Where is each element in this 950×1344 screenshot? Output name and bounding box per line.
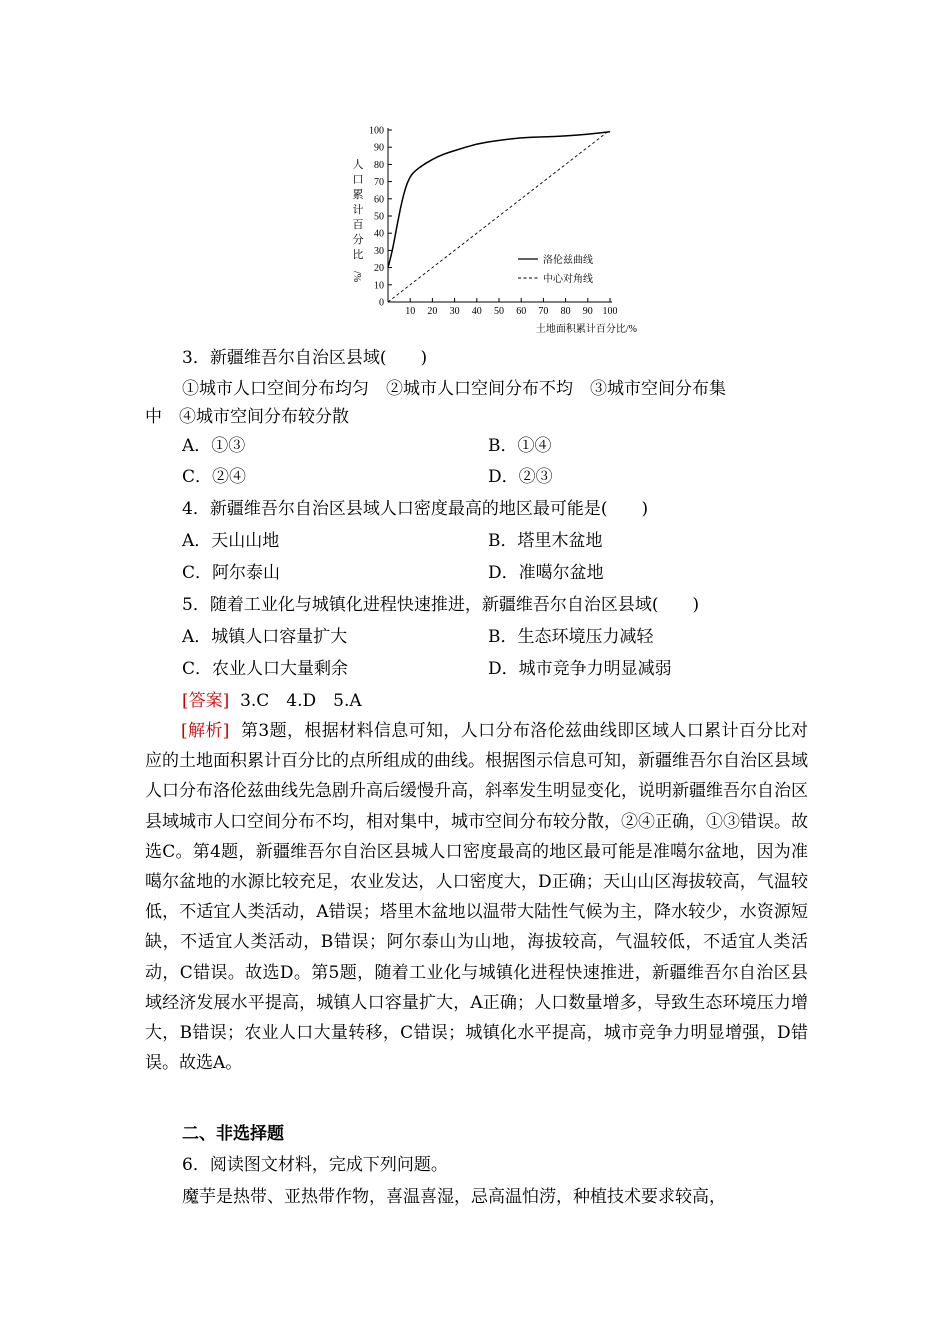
q3-option-d: D．②③ bbox=[488, 467, 553, 487]
q5-stem: 5．随着工业化与城镇化进程快速推进，新疆维吾尔自治区县域( ) bbox=[182, 595, 700, 615]
analysis-paragraph bbox=[145, 716, 808, 1078]
q3-option-b: B．①④ bbox=[488, 436, 552, 456]
x-tick-label: 80 bbox=[560, 306, 571, 317]
q3-statements-line2: 中 ④城市空间分布较分散 bbox=[145, 407, 349, 427]
y-tick-label: 80 bbox=[374, 159, 384, 171]
y-label-char: 计 bbox=[352, 204, 364, 216]
x-axis-label: 土地面积累计百分比/% bbox=[535, 324, 637, 335]
q4-stem: 4．新疆维吾尔自治区县域人口密度最高的地区最可能是( ) bbox=[182, 499, 649, 519]
x-tick-label: 70 bbox=[538, 306, 549, 317]
q5-option-c: C．农业人口大量剩余 bbox=[182, 659, 349, 679]
q3-option-c: C．②④ bbox=[182, 467, 247, 487]
analysis-text: 第3题，根据材料信息可知，人口分布洛伦兹曲线即区域人口累计百分比对应的土地面积累计百分比的点所组成的曲线。根据图示信息可知，新疆维吾尔自治区县域人口分布洛伦兹曲线先急剧升高后缓慢升高，斜率发生明显变化，说明新疆维吾尔自治区县域城市人口空间分布不均，相对集中，城市空间分布较分散，②④正确，①③错误。故选C。第4题，新疆维吾尔自治区县城人口密度最高的地区最可能是准噶尔盆地，因为准噶尔盆地的水源比较充足，农业发达，人口密度大，D正确；天山山区海拔较高，气温较低，不适宜人类活动，A错误；塔里木盆地以温带大陆性气候为主，降水较少，水资源短缺，不适宜人类活动，B错误；阿尔泰山为山地，海拔较高，气温较低，不适宜人类活动，C错误。故选D。第5题，随着工业化与城镇化进程快速推进，新疆维吾尔自治区县域经济发展水平提高，城镇人口容量扩大，A正确；人口数量增多，导致生态环境压力增大，B错误；农业人口大量转移，C错误；城镇化水平提高，城市竞争力明显增强，D错误。故选A。 bbox=[145, 721, 809, 1074]
q4-option-b: B．塔里木盆地 bbox=[488, 531, 603, 551]
analysis-label: [解析] bbox=[181, 721, 230, 741]
x-tick-label: 50 bbox=[494, 306, 504, 317]
section2-heading: 二、非选择题 bbox=[182, 1124, 284, 1144]
q4-option-d: D．准噶尔盆地 bbox=[488, 563, 604, 583]
chart-legend bbox=[518, 253, 593, 285]
y-tick-label: 40 bbox=[374, 228, 384, 240]
x-tick-label: 20 bbox=[427, 306, 438, 317]
q4-option-c: C．阿尔泰山 bbox=[182, 563, 281, 583]
y-axis-ticks bbox=[369, 126, 392, 309]
q5-option-a: A．城镇人口容量扩大 bbox=[182, 627, 348, 647]
q5-option-d: D．城市竞争力明显减弱 bbox=[488, 659, 672, 679]
y-tick-label: 100 bbox=[369, 125, 384, 137]
x-tick-label: 10 bbox=[405, 306, 416, 317]
x-axis-ticks bbox=[405, 298, 617, 317]
lorenz-curve bbox=[388, 132, 610, 268]
y-label-char: 比 bbox=[352, 249, 364, 261]
y-label-unit: /% bbox=[351, 271, 362, 283]
y-tick-label: 30 bbox=[374, 245, 384, 257]
q6-material: 魔芋是热带、亚热带作物，喜温喜湿，忌高温怕涝，种植技术要求较高， bbox=[182, 1187, 726, 1207]
x-tick-label: 40 bbox=[471, 306, 482, 317]
lorenz-chart bbox=[340, 118, 660, 343]
answer-line bbox=[182, 689, 362, 713]
y-tick-label: 70 bbox=[374, 177, 384, 189]
y-label-char: 百 bbox=[352, 219, 364, 231]
y-tick-label: 90 bbox=[374, 142, 384, 154]
legend-label: 洛伦兹曲线 bbox=[543, 255, 593, 266]
y-label-char: 分 bbox=[352, 234, 364, 246]
x-tick-label: 100 bbox=[602, 306, 618, 317]
y-axis-label bbox=[351, 158, 364, 282]
y-tick-label: 20 bbox=[374, 263, 384, 275]
q3-stem: 3．新疆维吾尔自治区县域( ) bbox=[182, 348, 428, 368]
y-tick-label: 10 bbox=[374, 280, 384, 292]
q6-stem: 6．阅读图文材料，完成下列问题。 bbox=[182, 1155, 448, 1175]
q3-statements-line1: ①城市人口空间分布均匀 ②城市人口空间分布不均 ③城市空间分布集 bbox=[182, 379, 726, 399]
answer-label: [答案] bbox=[182, 691, 230, 711]
x-tick-label: 90 bbox=[582, 306, 593, 317]
y-tick-label: 50 bbox=[374, 211, 384, 223]
y-tick-label: 0 bbox=[379, 297, 384, 309]
answer-text: 3.C 4.D 5.A bbox=[240, 691, 362, 711]
legend-label: 中心对角线 bbox=[543, 274, 593, 285]
y-label-char: 口 bbox=[352, 174, 364, 186]
y-label-char: 累 bbox=[352, 189, 364, 201]
q3-option-a: A．①③ bbox=[182, 436, 246, 456]
y-label-char: 人 bbox=[352, 159, 364, 171]
x-tick-label: 30 bbox=[449, 306, 460, 317]
x-tick-label: 60 bbox=[516, 306, 527, 317]
q5-option-b: B．生态环境压力减轻 bbox=[488, 627, 654, 647]
y-tick-label: 60 bbox=[374, 194, 384, 206]
q4-option-a: A．天山山地 bbox=[182, 531, 280, 551]
